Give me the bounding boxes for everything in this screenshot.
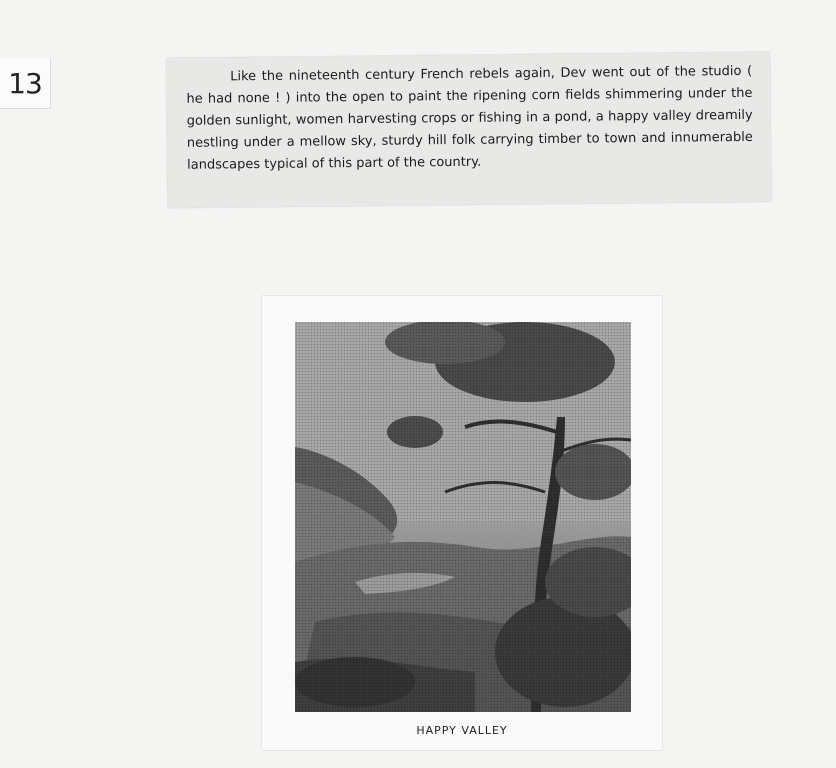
photo-caption: HAPPY VALLEY [416, 724, 508, 737]
page-number: 13 [0, 58, 51, 109]
text-clipping [166, 52, 772, 208]
clipping-text: Like the nineteenth century French rebels again, Dev went out of the studio ( he had none ! ) into the open to paint the ripening corn fields shimmering under the golden sunlight, women harvesting crops or fishing in a pond, a happy valley dreamily nestling under a mellow sky, sturdy hill folk carrying timber to town and innumerable landscapes typical of this part of the country. [186, 63, 753, 173]
painting-photo [295, 322, 631, 712]
photo-card [262, 296, 662, 750]
painting-illustration [295, 322, 631, 712]
